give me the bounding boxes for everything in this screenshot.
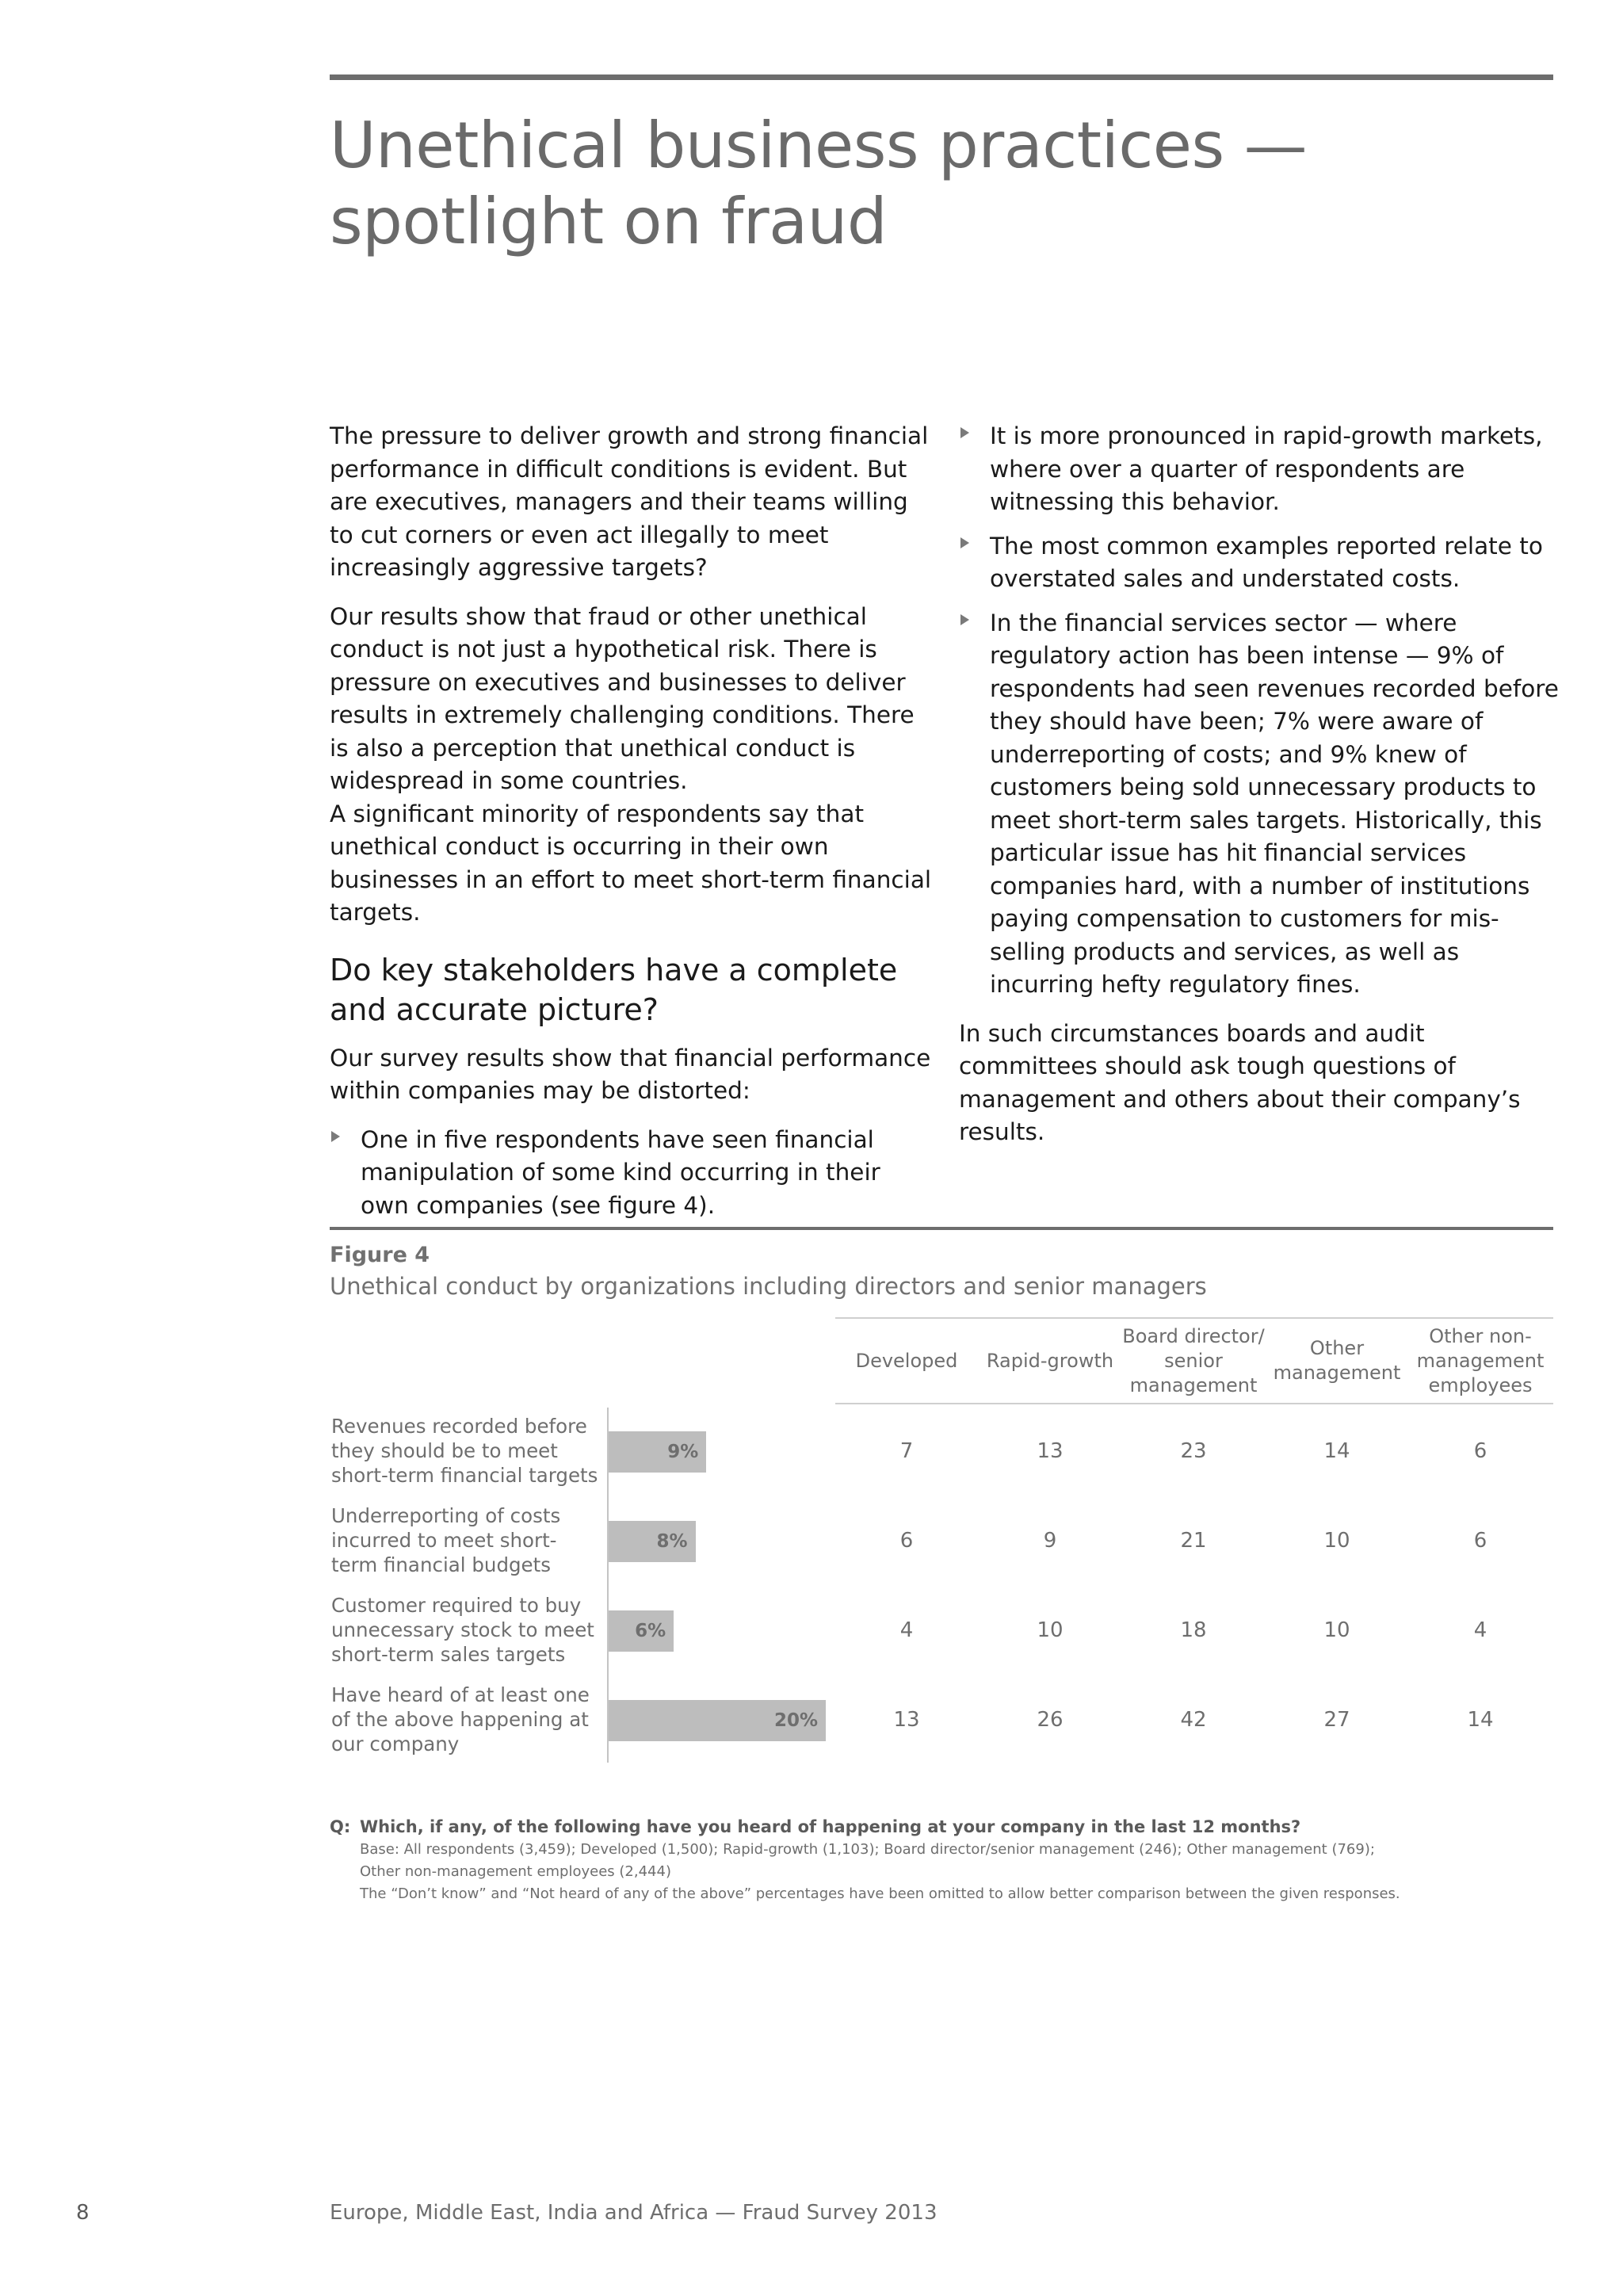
bar	[609, 1700, 826, 1741]
footer-text: Europe, Middle East, India and Africa — Fraud Survey 2013	[330, 2201, 938, 2225]
bar-value-label: 6%	[635, 1621, 666, 1641]
column-header-board-director: Board director/ senior management	[1122, 1324, 1265, 1396]
list-item	[959, 530, 1561, 596]
base-line: The “Don’t know” and “Not heard of any of the above” percentages have been omitted to allow better comparison between the given responses.	[360, 1885, 1400, 1902]
closing-paragraph: In such circumstances boards and audit committees should ask tough questions of management and others about their company’s results.	[959, 1019, 1521, 1145]
triangle-bullet-icon	[960, 614, 969, 625]
survey-question	[330, 1815, 1566, 1839]
survey-paragraph: Our survey results show that financial performance within companies may be distorted:	[330, 1044, 931, 1104]
table-cell: 27	[1323, 1708, 1350, 1732]
bar-value-label: 20%	[773, 1710, 818, 1731]
list-item	[959, 420, 1561, 519]
figure-title: Unethical conduct by organizations including directors and senior managers	[330, 1273, 1207, 1300]
column-header-other-management: Other management	[1273, 1337, 1401, 1384]
left-bullet-list	[330, 1124, 932, 1223]
column-header-other-non-management: Other non-management employees	[1416, 1324, 1545, 1396]
column-header-developed: Developed	[855, 1349, 958, 1372]
table-cell: 14	[1467, 1708, 1494, 1732]
bar	[609, 1431, 706, 1473]
table-cell: 4	[1473, 1618, 1487, 1642]
table-cell: 13	[893, 1708, 920, 1732]
table-cell: 42	[1180, 1708, 1207, 1732]
row-label: Have heard of at least one of the above happening at our company	[331, 1683, 590, 1755]
triangle-bullet-icon	[960, 537, 969, 548]
list-item-text: The most common examples reported relate to overstated sales and understated costs.	[990, 532, 1543, 592]
table-cell: 7	[899, 1439, 914, 1463]
list-item	[330, 1124, 932, 1223]
page-title-line-1: Unethical business practices —	[330, 109, 1308, 182]
row-label: Customer required to buy unnecessary stock to meet short-term sales targets	[331, 1594, 594, 1666]
table-cell: 10	[1037, 1618, 1064, 1642]
figure-note	[330, 1815, 1566, 1905]
bar	[609, 1610, 674, 1652]
table-cell: 10	[1323, 1618, 1350, 1642]
figure-rule	[330, 1227, 1553, 1230]
table-cell: 13	[1037, 1439, 1064, 1463]
question-text: Which, if any, of the following have you heard of happening at your company in the last 12 months?	[360, 1817, 1301, 1836]
table-cell: 6	[899, 1529, 914, 1553]
page-title	[330, 108, 1439, 260]
list-item	[959, 607, 1561, 1002]
bar	[609, 1521, 696, 1562]
page-title-line-2: spotlight on fraud	[330, 185, 888, 258]
list-item-text: It is more pronounced in rapid-growth markets, where over a quarter of respondents are witnessing this behavior.	[990, 422, 1543, 515]
table-cell: 14	[1323, 1439, 1350, 1463]
triangle-bullet-icon	[331, 1131, 340, 1142]
question-prefix: Q:	[330, 1817, 351, 1836]
row-label: Revenues recorded before they should be to meet short-term financial targets	[331, 1415, 598, 1487]
bar-value-label: 9%	[667, 1442, 699, 1462]
table-cell: 9	[1043, 1529, 1057, 1553]
table-cell: 21	[1180, 1529, 1207, 1553]
bar-value-label: 8%	[656, 1531, 688, 1552]
table-cell: 6	[1473, 1439, 1487, 1463]
table-header-rule	[835, 1403, 1553, 1404]
table-cell: 23	[1180, 1439, 1207, 1463]
table-cell: 6	[1473, 1529, 1487, 1553]
base-line: Other non-management employees (2,444)	[360, 1863, 671, 1880]
results-paragraph-text-2: A significant minority of respondents say that unethical conduct is occurring in their own businesses in an effort to meet short-term financial targets.	[330, 800, 932, 926]
figure-label: Figure 4	[330, 1243, 430, 1267]
left-column	[330, 420, 932, 1238]
row-label: Underreporting of costs incurred to meet short-term financial budgets	[331, 1504, 561, 1576]
triangle-bullet-icon	[960, 427, 969, 438]
results-paragraph-text: Our results show that fraud or other unethical conduct is not just a hypothetical risk. There is pressure on executives and businesses to deliver results in extremely challenging conditions. There is also a perception that unethical conduct is widespread in some countries.	[330, 602, 915, 794]
list-item-text: One in five respondents have seen financial manipulation of some kind occurring in their own companies (see figure 4).	[361, 1125, 880, 1219]
top-rule	[330, 74, 1553, 80]
column-header-rapid-growth: Rapid-growth	[986, 1349, 1114, 1372]
table-cell: 18	[1180, 1618, 1207, 1642]
page-number: 8	[76, 2201, 90, 2225]
table-cell: 10	[1323, 1529, 1350, 1553]
base-line: Base: All respondents (3,459); Developed (1,500); Rapid-growth (1,103); Board director/senior management (246); Other management (769);	[360, 1841, 1375, 1858]
results-paragraph	[330, 601, 932, 930]
table-cell: 4	[899, 1618, 914, 1642]
section-heading: Do key stakeholders have a complete and accurate picture?	[330, 952, 898, 1027]
table-top-rule	[835, 1317, 1553, 1319]
right-bullet-list	[959, 420, 1561, 1002]
intro-paragraph: The pressure to deliver growth and strong financial performance in difficult conditions is evident. But are executives, managers and their teams willing to cut corners or even act illegally to meet increasingly aggressive targets?	[330, 422, 929, 581]
table-cell: 26	[1037, 1708, 1064, 1732]
right-column	[959, 420, 1561, 1165]
list-item-text: In the financial services sector — where regulatory action has been intense — 9% of respondents had seen revenues recorded before they should have been; 7% were aware of underreporting of costs; and 9% knew of customers being sold unnecessary products to meet short-term sales targets. Historically, this particular issue has hit financial services companies hard, with a number of institutions paying compensation to customers for mis-selling products and services, as well as incurring hefty regulatory fines.	[990, 609, 1559, 998]
